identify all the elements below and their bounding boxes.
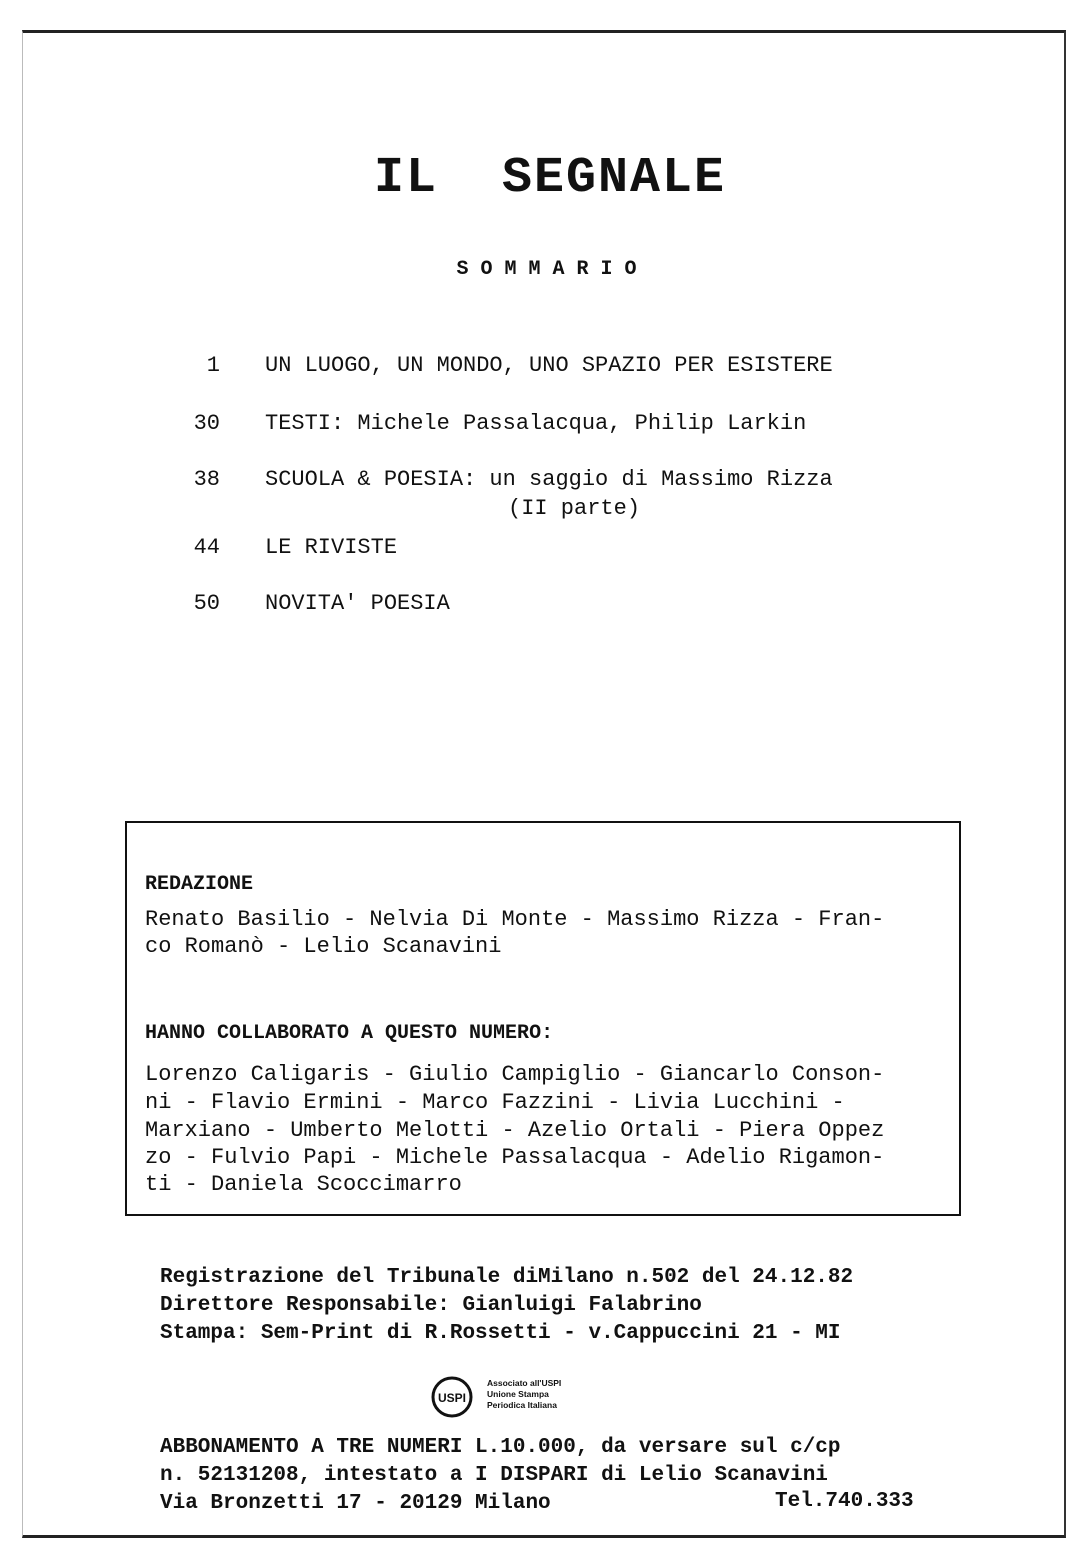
- telephone-number: Tel.740.333: [775, 1490, 914, 1513]
- uspi-caption-line: Associato all'USPI: [487, 1378, 562, 1388]
- toc-title: NOVITA' POESIA: [265, 591, 450, 616]
- toc-page-number: 30: [193, 411, 220, 436]
- redazione-line: co Romanò - Lelio Scanavini: [145, 934, 502, 959]
- contributors-line: zo - Fulvio Papi - Michele Passalacqua - Adelio Rigamon-: [145, 1145, 885, 1170]
- subscription-info: [160, 1434, 841, 1518]
- toc-page-number: 50: [193, 591, 220, 616]
- imprint-line: Registrazione del Tribunale diMilano n.502 del 24.12.82: [160, 1266, 854, 1289]
- subscription-line: n. 52131208, intestato a I DISPARI di Lelio Scanavini: [160, 1464, 828, 1487]
- contributors-line: Lorenzo Caligaris - Giulio Campiglio - Giancarlo Conson-: [145, 1062, 885, 1087]
- toc-title: SCUOLA & POESIA: un saggio di Massimo Rizza: [265, 467, 833, 492]
- uspi-logo-text: USPI: [437, 1391, 467, 1405]
- toc-page-number: 1: [206, 353, 220, 378]
- subscription-line: Via Bronzetti 17 - 20129 Milano: [160, 1492, 551, 1515]
- magazine-title: IL SEGNALE: [373, 150, 727, 207]
- redazione-line: Renato Basilio - Nelvia Di Monte - Massimo Rizza - Fran-: [145, 907, 885, 932]
- uspi-caption-line: Periodica Italiana: [487, 1400, 557, 1410]
- uspi-caption-line: Unione Stampa: [487, 1389, 549, 1399]
- toc-title: LE RIVISTE: [265, 535, 398, 560]
- redazione-heading: REDAZIONE: [145, 873, 254, 896]
- toc-title: TESTI: Michele Passalacqua, Philip Larkin: [265, 411, 807, 436]
- contents-heading: SOMMARIO: [456, 258, 649, 281]
- uspi-logo-icon: [430, 1375, 474, 1419]
- contributors-heading: HANNO COLLABORATO A QUESTO NUMERO:: [145, 1022, 554, 1045]
- contributors-line: ti - Daniela Scoccimarro: [145, 1172, 462, 1197]
- contributors-line: Marxiano - Umberto Melotti - Azelio Ortali - Piera Oppez: [145, 1118, 885, 1143]
- contributors-line: ni - Flavio Ermini - Marco Fazzini - Livia Lucchini -: [145, 1090, 845, 1115]
- editorial-box: [125, 821, 961, 1216]
- toc-page-number: 38: [193, 467, 220, 492]
- toc-subtitle: (II parte): [508, 496, 641, 521]
- subscription-line: ABBONAMENTO A TRE NUMERI L.10.000, da versare sul c/cp: [160, 1436, 841, 1459]
- imprint-line: Stampa: Sem-Print di R.Rossetti - v.Cappuccini 21 - MI: [160, 1322, 841, 1345]
- imprint-line: Direttore Responsabile: Gianluigi Falabrino: [160, 1294, 702, 1317]
- toc-title: UN LUOGO, UN MONDO, UNO SPAZIO PER ESISTERE: [265, 353, 833, 378]
- toc-page-number: 44: [193, 535, 220, 560]
- uspi-caption: [487, 1378, 561, 1411]
